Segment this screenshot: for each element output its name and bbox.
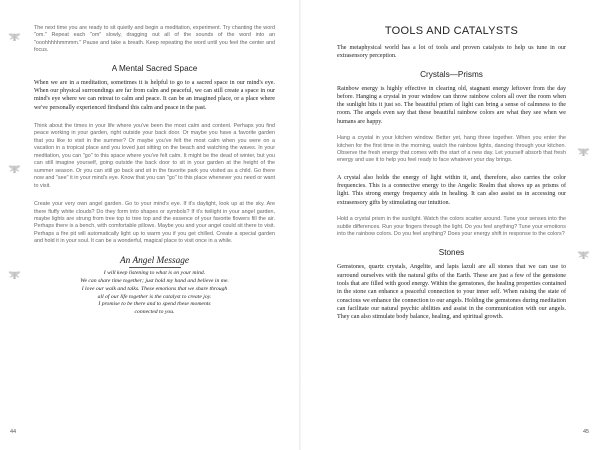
- mental-sacred-space-heading: A Mental Sacred Space: [111, 63, 198, 73]
- angel-wings-icon: [577, 250, 590, 260]
- calm-places-paragraph: Think about the times in your life where you've been the most calm and content. Perhaps you find peace working in your garden, right outside your back door. Or maybe you have a favorite garden that you like to visit in the summer? Or maybe you've felt the most calm when you were on a vacation in a tropical place and you loved just sitting on the beach and watching the waves. In your meditation, you can "go" to this space where you've felt calm. It might be the dead of winter, but you can still imagine yourself, going outside the back door to sit in your garden at the height of the summer season. Or you can still go back and sit in the favorite park you visited as a child. Go there now and "see" it in your mind's eye. Know that you can "go" to this place whenever you need or want to visit.: [34, 123, 275, 189]
- page-number: 45: [583, 429, 590, 435]
- poem-line: all of our life together is the catalyst to create joy.: [97, 293, 212, 300]
- poem-line: I promise to be there and to spend these moments: [98, 301, 211, 308]
- left-page-column: [34, 25, 275, 317]
- angel-wings-icon: [8, 32, 21, 42]
- poem-line: We can share time together; just hold my hand and believe in me.: [80, 277, 229, 284]
- poem-line: I love our walk and talks. These emotions that we share through: [81, 285, 228, 292]
- kitchen-crystal-paragraph: Hang a crystal in your kitchen window. Better yet, hang three together. When you enter the kitchen for the first time in the morning, watch the rainbow lights, dancing through your kitchen. Observe the fresh energy that comes with the start of a new day. Let yourself absorb that fresh energy and use it to help you feel ready to face whatever your day brings.: [337, 135, 566, 164]
- tools-and-catalysts-title: TOOLS AND CATALYSTS: [384, 25, 519, 37]
- angel-wings-icon: [577, 147, 590, 157]
- page-number: 44: [10, 429, 17, 435]
- stones-paragraph: Gemstones, quartz crystals, Angelite, and lapis lazuli are all stones that we can use to surround ourselves with the natural gifts of the Earth. These are just a few of the gemstone tools that are filled with good energy. Within the gemstones, the healing properties contained in the stone can enhance a peaceful connection to your inner self. When raising the state of conscious we enhance the connection to our angels. Holding the gemstones during meditation can facilitate our natural psychic abilities and assist in the communication with our angels. They can also stimulate body balance, healing, and spiritual growth.: [337, 264, 566, 321]
- poem-line: I will keep listening to what is on your mind.: [103, 269, 206, 276]
- right-page-column: [337, 25, 566, 322]
- tools-intro-paragraph: The metaphysical world has a lot of tools and proven catalysts to help us tune in our extrasensory perception.: [337, 45, 566, 60]
- crystal-light-paragraph: A crystal also holds the energy of light within it, and, therefore, also carries the color frequencies. This is a connective energy to the Angelic Realm that shows up as prisms of light. This strong energy frequency aids in healing. It can also assist us in accessing our extrasensory gifts by stimulating our intuition.: [337, 174, 566, 206]
- sacred-space-paragraph: When we are in a meditation, sometimes it is helpful to go to a sacred space in our mind's eye. When our physical surroundings are far from calm and peaceful, we can still create a space in our mind's eye where we can retreat to calm and peace. It can be an imagined place, or a place where we've personally experienced firsthand this calm and peace in the past.: [34, 79, 275, 111]
- right-page: [300, 0, 600, 450]
- angel-message-underline: [129, 267, 181, 268]
- crystal-prism-exercise-paragraph: Hold a crystal prism in the sunlight. Watch the colors scatter around. Tune your senses into the subtle differences. Run your fingers through the light. Do you feel anything? Tune your emotions into the rainbow colors. Do you feel anything? Does your energy shift in response to the colors?: [337, 216, 566, 237]
- angel-garden-paragraph: Create your very own angel garden. Go to your mind's eye. If it's daylight, look up at the sky. Are there fluffy white clouds? Do they form into shapes or symbols? If it's twilight in your angel garden, maybe lights are strung from tree top to tree top and the essence of your favorite flowers fill the air. Perhaps there is a bench, with comfortable pillows. Maybe you and your angel could sit there to visit. Perhaps a fire pit will automatically light up to warm you if you get chilled. Create a special garden and hold it in your soul. It can be a wonderful, magical place to visit once in a while.: [34, 201, 275, 245]
- rainbow-energy-paragraph: Rainbow energy is highly effective in clearing old, stagnant energy leftover from the day before. Hanging a crystal in your window can throw rainbow colors all over the room when the sunlight hits it just so. The beautiful prism of light can bring a sense of calmness to the room. The angels even say that these beautiful rainbow colors are what they see when we humans are happy.: [337, 85, 566, 125]
- poem-line: connected to you.: [134, 309, 175, 316]
- angel-wings-icon: [8, 270, 21, 280]
- angel-message-title: An Angel Message: [119, 255, 190, 266]
- left-intro-paragraph: The next time you are ready to sit quietly and begin a meditation, experiment. Try chanting the word "om." Repeat each "om" slowly, dragging out all of the sounds of the word into an "ooohhhhhmmmm." Pause and take a breath. Keep repeating the word until you feel the center and focus.: [34, 25, 275, 54]
- crystals-prisms-heading: Crystals—Prisms: [420, 69, 483, 79]
- stones-heading: Stones: [438, 248, 465, 258]
- angel-message-poem: [34, 270, 275, 317]
- angel-wings-icon: [8, 164, 21, 174]
